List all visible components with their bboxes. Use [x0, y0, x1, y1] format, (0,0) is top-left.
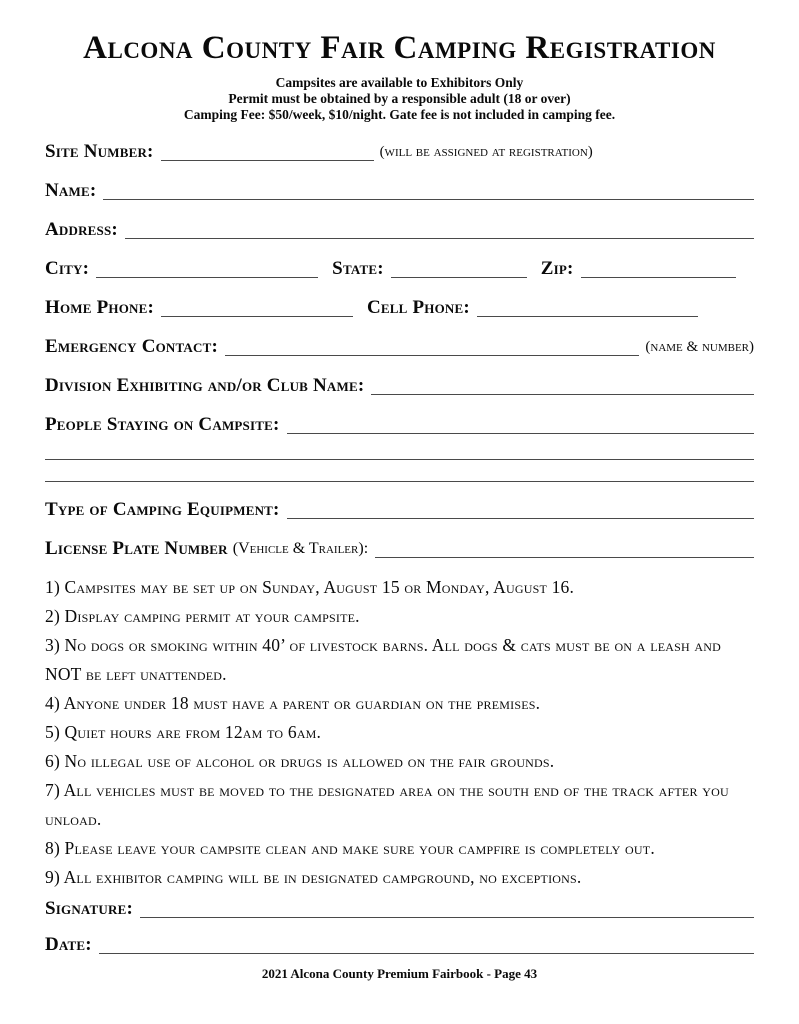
emergency-contact-input-line[interactable]: [225, 341, 639, 356]
zip-input-line[interactable]: [581, 263, 736, 278]
license-plate-row: [45, 537, 754, 560]
division-club-label: Division Exhibiting and/or Club Name:: [45, 374, 365, 396]
equipment-row: [45, 498, 754, 521]
subtitle-camping-fee: Camping Fee: $50/week, $10/night. Gate fee is not included in camping fee.: [183, 107, 616, 123]
subtitle-permit-requirement: Permit must be obtained by a responsible adult (18 or over): [228, 91, 571, 107]
date-input-line[interactable]: [99, 939, 754, 954]
emergency-contact-note: (name & number): [645, 339, 754, 355]
people-staying-input-line[interactable]: [287, 419, 754, 434]
footer-text: 2021 Alcona County Premium Fairbook - Page 43: [261, 965, 538, 981]
site-number-note: (will be assigned at registration): [379, 144, 593, 160]
rule-7: 7) All vehicles must be moved to the designated area on the south end of the track after you unload.: [45, 779, 729, 829]
city-label: City:: [45, 257, 90, 279]
rule-8: 8) Please leave your campsite clean and make sure your campfire is completely out.: [45, 837, 655, 858]
date-row: [45, 933, 754, 956]
home-phone-label: Home Phone:: [45, 296, 154, 318]
license-plate-note: (Vehicle & Trailer):: [232, 539, 369, 557]
rule-9: 9) All exhibitor camping will be in designated campground, no exceptions.: [45, 866, 582, 887]
date-label: Date:: [45, 933, 92, 955]
state-label: State:: [332, 257, 384, 279]
license-plate-label: License Plate Number: [45, 537, 228, 559]
name-row: [45, 179, 754, 202]
division-club-row: [45, 374, 754, 397]
people-staying-extra-line-2[interactable]: [45, 460, 754, 482]
emergency-contact-row: [45, 335, 754, 358]
address-row: [45, 218, 754, 241]
site-number-row: [45, 140, 754, 163]
site-number-label: Site Number:: [45, 140, 154, 162]
rule-6: 6) No illegal use of alcohol or drugs is allowed on the fair grounds.: [45, 750, 555, 771]
cell-phone-label: Cell Phone:: [367, 296, 470, 318]
rules-section: [45, 573, 754, 892]
people-staying-label: People Staying on Campsite:: [45, 413, 280, 435]
equipment-label: Type of Camping Equipment:: [45, 498, 280, 520]
name-input-line[interactable]: [103, 185, 754, 200]
name-label: Name:: [45, 179, 97, 201]
home-phone-input-line[interactable]: [161, 302, 353, 317]
state-input-line[interactable]: [391, 263, 527, 278]
city-state-zip-row: [45, 257, 754, 280]
subtitle-exhibitors-only: Campsites are available to Exhibitors Only: [275, 74, 524, 90]
site-number-input-line[interactable]: [161, 146, 374, 161]
signature-input-line[interactable]: [140, 903, 754, 918]
emergency-contact-label: Emergency Contact:: [45, 335, 219, 357]
signature-label: Signature:: [45, 897, 133, 919]
rule-5: 5) Quiet hours are from 12am to 6am.: [45, 721, 322, 742]
rule-4: 4) Anyone under 18 must have a parent or guardian on the premises.: [45, 692, 541, 713]
rule-3: 3) No dogs or smoking within 40’ of livestock barns. All dogs & cats must be on a leash and NOT be left unattended.: [45, 634, 722, 684]
city-input-line[interactable]: [96, 263, 318, 278]
page-title: Alcona County Fair Camping Registration: [83, 30, 716, 66]
people-staying-extra-lines: [45, 438, 754, 482]
cell-phone-input-line[interactable]: [477, 302, 698, 317]
address-label: Address:: [45, 218, 118, 240]
zip-label: Zip:: [540, 257, 574, 279]
form-fields-section: [45, 140, 754, 560]
equipment-input-line[interactable]: [287, 504, 754, 519]
division-club-input-line[interactable]: [371, 380, 754, 395]
people-staying-extra-line-1[interactable]: [45, 438, 754, 460]
signature-row: [45, 897, 754, 920]
phones-row: [45, 296, 754, 319]
license-plate-input-line[interactable]: [375, 543, 754, 558]
people-staying-row: [45, 413, 754, 436]
rule-1: 1) Campsites may be set up on Sunday, August 15 or Monday, August 16.: [45, 576, 575, 597]
rule-2: 2) Display camping permit at your campsite.: [45, 605, 360, 626]
address-input-line[interactable]: [125, 224, 754, 239]
